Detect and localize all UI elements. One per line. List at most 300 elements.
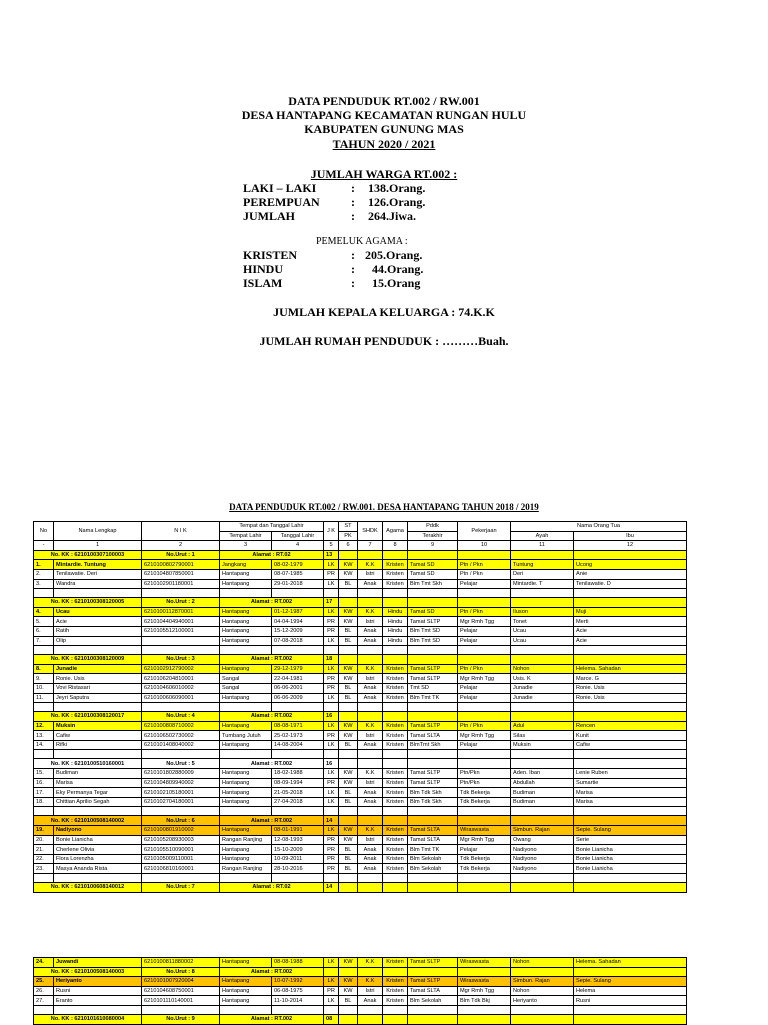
table-row bbox=[34, 835, 687, 845]
cell-no: 11. bbox=[34, 693, 54, 703]
cell-nik: 6210100112870001 bbox=[142, 607, 220, 617]
cell-ibu: Anie bbox=[574, 569, 687, 579]
title-line-4: TAHUN 2020 / 2021 bbox=[332, 137, 436, 151]
cell-stpk: KW bbox=[339, 674, 358, 684]
cell-jk: LK bbox=[324, 769, 339, 779]
cell-pddk: Tamat SLTP bbox=[408, 778, 458, 788]
cell-no: 21. bbox=[34, 845, 54, 855]
cell-pddk: Tamat SD bbox=[408, 607, 458, 617]
cell-no: 22. bbox=[34, 854, 54, 864]
cell-pekerjaan: Mgr Rmh Tgg bbox=[458, 835, 511, 845]
cell-pekerjaan: Ptn / Pkn bbox=[458, 569, 511, 579]
cell-pekerjaan: Mgr Rmh Tgg bbox=[458, 617, 511, 627]
cell-ayah: Junadie bbox=[511, 683, 574, 693]
cell-tempat: Hantapang bbox=[220, 845, 272, 855]
cell-tempat: Sangal bbox=[220, 683, 272, 693]
cell-shdk: Anak bbox=[358, 854, 383, 864]
table-row bbox=[34, 769, 687, 779]
cell-nama: Olip bbox=[54, 636, 142, 646]
cell-stpk: KW bbox=[339, 569, 358, 579]
cell-tanggal: 10-07-1992 bbox=[272, 977, 324, 987]
cell-jk: LK bbox=[324, 996, 339, 1006]
cell-tempat: Hantapang bbox=[220, 958, 272, 968]
kk-alamat: Alamat : RT.002 bbox=[220, 759, 324, 769]
cell-pddk: Tamat SLTP bbox=[408, 617, 458, 627]
cell-agama: Kristen bbox=[383, 740, 408, 750]
cell-ibu: Lenie Ruben bbox=[574, 769, 687, 779]
cell-tempat: Rangan Ranjing bbox=[220, 864, 272, 874]
cell-pddk: Tamat SLTA bbox=[408, 986, 458, 996]
cell-jk: LK bbox=[324, 797, 339, 807]
cell-jk: LK bbox=[324, 607, 339, 617]
kk-urut: No.Urut : 7 bbox=[142, 883, 220, 893]
kk-count: 14 bbox=[324, 883, 339, 893]
cell-stpk: BL bbox=[339, 693, 358, 703]
kk-count: 08 bbox=[324, 1014, 339, 1024]
cell-tanggal: 01-12-1987 bbox=[272, 607, 324, 617]
cell-shdk: Anak bbox=[358, 683, 383, 693]
cell-tanggal: 14-08-2004 bbox=[272, 740, 324, 750]
cell-tanggal: 15-10-2009 bbox=[272, 845, 324, 855]
kk-urut: No.Urut : 9 bbox=[142, 1014, 220, 1024]
cell-stpk: KW bbox=[339, 958, 358, 968]
cell-pekerjaan: Mgr Rmh Tgg bbox=[458, 986, 511, 996]
cell-pddk: Tamat SLTP bbox=[408, 958, 458, 968]
cell-ibu: Bonie Lianicha bbox=[574, 864, 687, 874]
cell-pekerjaan: Wiraswasta bbox=[458, 977, 511, 987]
cell-no: 1. bbox=[34, 560, 54, 570]
cell-no: 4. bbox=[34, 607, 54, 617]
cell-ayah: Abdullah bbox=[511, 778, 574, 788]
cell-tempat: Hantapang bbox=[220, 626, 272, 636]
cell-ibu: Merti bbox=[574, 617, 687, 627]
table-row bbox=[34, 664, 687, 674]
penduduk-table bbox=[33, 521, 687, 893]
cell-tanggal: 08-01-1991 bbox=[272, 826, 324, 836]
cell-ibu: Muji bbox=[574, 607, 687, 617]
cell-stpk: KW bbox=[339, 778, 358, 788]
cell-stpk: KW bbox=[339, 835, 358, 845]
cell-nik: 6210100808710002 bbox=[142, 721, 220, 731]
table-row bbox=[34, 626, 687, 636]
cell-jk: PR bbox=[324, 617, 339, 627]
cell-nama: Bonie Lianicha bbox=[54, 835, 142, 845]
kk-row bbox=[34, 759, 687, 769]
title-line-2: DESA HANTAPANG KECAMATAN RUNGAN HULU bbox=[241, 108, 527, 122]
cell-stpk: KW bbox=[339, 664, 358, 674]
table-row bbox=[34, 958, 687, 968]
cell-tanggal: 27-04-2018 bbox=[272, 797, 324, 807]
spacer-row bbox=[34, 1005, 687, 1014]
cell-stpk: BL bbox=[339, 579, 358, 589]
cell-tempat: Jangkang bbox=[220, 560, 272, 570]
cell-shdk: Istri bbox=[358, 617, 383, 627]
table-row bbox=[34, 636, 687, 646]
cell-nik: 6210104606010002 bbox=[142, 683, 220, 693]
cell-tempat: Hantapang bbox=[220, 854, 272, 864]
cell-pekerjaan: Pelajar bbox=[458, 579, 511, 589]
kk-alamat: Alamat : RT.002 bbox=[220, 655, 324, 665]
cell-stpk: KW bbox=[339, 607, 358, 617]
cell-agama: Kristen bbox=[383, 560, 408, 570]
cell-jk: PR bbox=[324, 569, 339, 579]
cell-agama: Kristen bbox=[383, 693, 408, 703]
title-line-1: DATA PENDUDUK RT.002 / RW.001 bbox=[288, 94, 480, 108]
cell-shdk: Anak bbox=[358, 845, 383, 855]
kk-count bbox=[324, 967, 339, 977]
cell-tanggal: 18-02-1988 bbox=[272, 769, 324, 779]
cell-tempat: Hantapang bbox=[220, 569, 272, 579]
cell-jk: PR bbox=[324, 683, 339, 693]
cell-no: 15. bbox=[34, 769, 54, 779]
cell-tempat: Hantapang bbox=[220, 664, 272, 674]
jumlah-warga-title: JUMLAH WARGA RT.002 : bbox=[310, 167, 458, 181]
cell-ayah: Usis. K bbox=[511, 674, 574, 684]
cell-agama: Kristen bbox=[383, 569, 408, 579]
cell-no: 13. bbox=[34, 731, 54, 741]
cell-nik: 6210100802790001 bbox=[142, 560, 220, 570]
cell-shdk: Anak bbox=[358, 864, 383, 874]
cell-tempat: Hantapang bbox=[220, 693, 272, 703]
cell-pddk: Blm Tmt SD bbox=[408, 626, 458, 636]
cell-stpk: BL bbox=[339, 683, 358, 693]
col-nik: N I K bbox=[142, 522, 220, 541]
cell-tanggal: 12-08-1993 bbox=[272, 835, 324, 845]
cell-jk: PR bbox=[324, 674, 339, 684]
cell-nik: 6210101007920004 bbox=[142, 977, 220, 987]
cell-ayah: Heriyanto bbox=[511, 996, 574, 1006]
cell-pekerjaan: Tdk Bekerja bbox=[458, 788, 511, 798]
table-row bbox=[34, 826, 687, 836]
cell-shdk: K.K bbox=[358, 958, 383, 968]
cell-no: 18. bbox=[34, 797, 54, 807]
table-row bbox=[34, 731, 687, 741]
cell-agama: Kristen bbox=[383, 674, 408, 684]
kk-number: No. KK : 6210100308120009 bbox=[34, 655, 142, 665]
cell-nik bbox=[142, 636, 220, 646]
cell-shdk: Istri bbox=[358, 674, 383, 684]
header-row-1 bbox=[34, 522, 687, 532]
cell-pddk: Blm Sekolah bbox=[408, 854, 458, 864]
cell-ayah: Nadiyono bbox=[511, 845, 574, 855]
col-ortu: Nama Orang Tua bbox=[511, 522, 687, 532]
cell-ayah: Muksin bbox=[511, 740, 574, 750]
cell-agama: Hindu bbox=[383, 607, 408, 617]
cell-nik: 6210104809940002 bbox=[142, 778, 220, 788]
cell-pddk: Tmt SD bbox=[408, 683, 458, 693]
cell-pddk: BlmTmt Skh bbox=[408, 740, 458, 750]
cell-tanggal: 15-12-2009 bbox=[272, 626, 324, 636]
cell-no: 16. bbox=[34, 778, 54, 788]
table-title: DATA PENDUDUK RT.002 / RW.001. DESA HANTAPANG TAHUN 2018 / 2019 bbox=[229, 502, 539, 512]
cell-no: 26. bbox=[34, 986, 54, 996]
cell-nik: 6210102704180001 bbox=[142, 797, 220, 807]
kk-count: 13 bbox=[324, 550, 339, 560]
cell-jk: LK bbox=[324, 740, 339, 750]
cell-no: 7. bbox=[34, 636, 54, 646]
cell-tanggal: 28-10-2016 bbox=[272, 864, 324, 874]
cell-ibu: Ronie. Usis bbox=[574, 683, 687, 693]
cell-pekerjaan: Ptn/Pkn bbox=[458, 769, 511, 779]
cell-tempat: Hantapang bbox=[220, 607, 272, 617]
cell-tempat: Hantapang bbox=[220, 636, 272, 646]
stat-perempuan: PEREMPUAN : 126.Orang. bbox=[243, 195, 426, 209]
cell-ibu: Helema. Sahadan bbox=[574, 664, 687, 674]
cell-pekerjaan: Tdk Bekerja bbox=[458, 854, 511, 864]
kk-alamat: Alamat : RT.002 bbox=[220, 816, 324, 826]
header-row-numbers: - 1 2 3 4 5 6 7 8 9 10 11 12 bbox=[34, 541, 687, 551]
kk-row bbox=[34, 883, 687, 893]
cell-shdk: Istri bbox=[358, 835, 383, 845]
table-row bbox=[34, 788, 687, 798]
col-pddk: Pddk bbox=[408, 522, 458, 532]
kk-count: 16 bbox=[324, 759, 339, 769]
cell-tempat: Hantapang bbox=[220, 986, 272, 996]
cell-tanggal: 08-07-1985 bbox=[272, 569, 324, 579]
table-row bbox=[34, 740, 687, 750]
cell-ayah: Tuntung bbox=[511, 560, 574, 570]
cell-tanggal: 08-08-1988 bbox=[272, 958, 324, 968]
cell-agama: Kristen bbox=[383, 826, 408, 836]
cell-shdk: K.K bbox=[358, 560, 383, 570]
cell-stpk: BL bbox=[339, 797, 358, 807]
cell-nik: 6210102105180001 bbox=[142, 788, 220, 798]
cell-ibu: Ronie. Usis bbox=[574, 693, 687, 703]
cell-agama: Hindu bbox=[383, 626, 408, 636]
cell-pddk: Tamat SD bbox=[408, 560, 458, 570]
cell-stpk: KW bbox=[339, 977, 358, 987]
kk-urut: No.Urut : 6 bbox=[142, 816, 220, 826]
cell-nama: Rifki bbox=[54, 740, 142, 750]
cell-pddk: Blm Sekolah bbox=[408, 996, 458, 1006]
cell-pddk: Blm Tdk Skh bbox=[408, 788, 458, 798]
cell-ibu: Ucong bbox=[574, 560, 687, 570]
cell-tanggal: 04-04-1994 bbox=[272, 617, 324, 627]
cell-nama: Ucau bbox=[54, 607, 142, 617]
kk-number: No. KK : 6210100308120005 bbox=[34, 598, 142, 608]
cell-ayah: Silas bbox=[511, 731, 574, 741]
cell-pekerjaan: Pelajar bbox=[458, 693, 511, 703]
cell-tempat: Hantapang bbox=[220, 740, 272, 750]
spacer-row bbox=[34, 750, 687, 759]
kk-urut: No.Urut : 4 bbox=[142, 712, 220, 722]
kk-number: No. KK : 6210100508140002 bbox=[34, 816, 142, 826]
cell-shdk: Istri bbox=[358, 778, 383, 788]
cell-nama: Tenilawatie. Deri bbox=[54, 569, 142, 579]
cell-nama: Vovi Ristasari bbox=[54, 683, 142, 693]
cell-shdk: Istri bbox=[358, 731, 383, 741]
cell-pekerjaan: Pelajar bbox=[458, 683, 511, 693]
kk-urut: No.Urut : 1 bbox=[142, 550, 220, 560]
cell-ibu: Cafiw bbox=[574, 740, 687, 750]
cell-nama: Juwandi bbox=[54, 958, 142, 968]
cell-pekerjaan: Pelajar bbox=[458, 740, 511, 750]
cell-nik: 6210105009110001 bbox=[142, 854, 220, 864]
cell-no: 5. bbox=[34, 617, 54, 627]
cell-shdk: Anak bbox=[358, 693, 383, 703]
col-nama: Nama Lengkap bbox=[54, 522, 142, 541]
cell-agama: Kristen bbox=[383, 731, 408, 741]
title-line-3: KABUPATEN GUNUNG MAS bbox=[304, 122, 464, 136]
cell-ayah: Nohon bbox=[511, 664, 574, 674]
cell-ayah: Mintardie. T bbox=[511, 579, 574, 589]
cell-tempat: Hantapang bbox=[220, 579, 272, 589]
cell-jk: LK bbox=[324, 788, 339, 798]
cell-jk: PR bbox=[324, 986, 339, 996]
cell-ayah: Nohon bbox=[511, 958, 574, 968]
cell-ibu: Acie bbox=[574, 636, 687, 646]
cell-no: 8. bbox=[34, 664, 54, 674]
table-body bbox=[34, 550, 687, 892]
cell-shdk: Anak bbox=[358, 626, 383, 636]
cell-ayah: Nohon bbox=[511, 986, 574, 996]
cell-nama: Muksin bbox=[54, 721, 142, 731]
cell-ayah: Simbun. Rajan bbox=[511, 977, 574, 987]
cell-pddk: Tamat SLTA bbox=[408, 835, 458, 845]
cell-nama: Heriyanto bbox=[54, 977, 142, 987]
cell-ibu: Serie bbox=[574, 835, 687, 845]
cell-stpk: BL bbox=[339, 636, 358, 646]
cell-ayah: Budiman bbox=[511, 797, 574, 807]
cell-no: 25. bbox=[34, 977, 54, 987]
kk-count: 16 bbox=[324, 712, 339, 722]
cell-shdk: K.K bbox=[358, 607, 383, 617]
cell-pddk: Tamat SLTP bbox=[408, 977, 458, 987]
cell-shdk: Anak bbox=[358, 579, 383, 589]
cell-no: 24. bbox=[34, 958, 54, 968]
cell-nama: Ronie. Usis bbox=[54, 674, 142, 684]
kk-row bbox=[34, 550, 687, 560]
col-st: ST bbox=[339, 522, 358, 532]
kk-count: 18 bbox=[324, 655, 339, 665]
cell-tanggal: 08-09-1994 bbox=[272, 778, 324, 788]
kk-number: No. KK : 6210100608140012 bbox=[34, 883, 142, 893]
cell-ayah: Tonet bbox=[511, 617, 574, 627]
spacer-row bbox=[34, 874, 687, 883]
cell-pekerjaan: Ptn / Pkn bbox=[458, 560, 511, 570]
cell-nik: 6210106810160001 bbox=[142, 864, 220, 874]
cell-pekerjaan: Mgr Rmh Tgg bbox=[458, 731, 511, 741]
cell-agama: Kristen bbox=[383, 579, 408, 589]
cell-nik: 6210102912790002 bbox=[142, 664, 220, 674]
cell-agama: Kristen bbox=[383, 664, 408, 674]
cell-pddk: Blm Tdk Skh bbox=[408, 797, 458, 807]
cell-tanggal: 08-02-1979 bbox=[272, 560, 324, 570]
cell-nama: Nadiyono bbox=[54, 826, 142, 836]
cell-ibu: Rusni bbox=[574, 996, 687, 1006]
table-row bbox=[34, 977, 687, 987]
cell-stpk: BL bbox=[339, 854, 358, 864]
kk-urut: No.Urut : 8 bbox=[142, 967, 220, 977]
spacer-row bbox=[34, 807, 687, 816]
table-row bbox=[34, 560, 687, 570]
kk-row bbox=[34, 816, 687, 826]
table-body-continued bbox=[34, 958, 687, 1025]
cell-jk: LK bbox=[324, 958, 339, 968]
cell-jk: LK bbox=[324, 636, 339, 646]
cell-agama: Kristen bbox=[383, 958, 408, 968]
cell-ibu: Helema. Sahadan bbox=[574, 958, 687, 968]
cell-shdk: Istri bbox=[358, 986, 383, 996]
cell-nik: 6210104608750001 bbox=[142, 986, 220, 996]
spacer-row bbox=[34, 703, 687, 712]
cell-stpk: KW bbox=[339, 617, 358, 627]
table-row bbox=[34, 693, 687, 703]
cell-pekerjaan: Ptn/Pkn bbox=[458, 778, 511, 788]
cell-tempat: Hantapang bbox=[220, 996, 272, 1006]
cell-agama: Kristen bbox=[383, 977, 408, 987]
cell-ibu: Bonie Lianicha bbox=[574, 845, 687, 855]
cell-nik: 6210105208930003 bbox=[142, 835, 220, 845]
cell-tanggal: 10-09-2011 bbox=[272, 854, 324, 864]
cell-tempat: Hantapang bbox=[220, 778, 272, 788]
cell-ayah: Owang bbox=[511, 835, 574, 845]
cell-stpk: KW bbox=[339, 826, 358, 836]
jumlah-rumah: JUMLAH RUMAH PENDUDUK : ………Buah. bbox=[259, 334, 509, 348]
cell-no: 9. bbox=[34, 674, 54, 684]
cell-agama: Kristen bbox=[383, 835, 408, 845]
table-row bbox=[34, 797, 687, 807]
cell-ayah: Iluson bbox=[511, 607, 574, 617]
table-row bbox=[34, 683, 687, 693]
cell-nik: 6210100606090001 bbox=[142, 693, 220, 703]
cell-shdk: K.K bbox=[358, 826, 383, 836]
cell-nama: Marisa bbox=[54, 778, 142, 788]
cell-jk: PR bbox=[324, 854, 339, 864]
cell-agama: Kristen bbox=[383, 996, 408, 1006]
cell-stpk: KW bbox=[339, 560, 358, 570]
cell-nama: Chittian Aprilio Segah bbox=[54, 797, 142, 807]
kk-alamat: Alamat : RT.002 bbox=[220, 1014, 324, 1024]
cell-no: 20. bbox=[34, 835, 54, 845]
cell-no: 27. bbox=[34, 996, 54, 1006]
cell-agama: Kristen bbox=[383, 864, 408, 874]
cell-pddk: Tamat SLTA bbox=[408, 826, 458, 836]
cell-no: 12. bbox=[34, 721, 54, 731]
cell-nik: 6210106502730002 bbox=[142, 731, 220, 741]
cell-pekerjaan: Blm Tdk Bkj bbox=[458, 996, 511, 1006]
cell-tempat: Sangal bbox=[220, 674, 272, 684]
cell-jk: LK bbox=[324, 664, 339, 674]
cell-stpk: BL bbox=[339, 845, 358, 855]
cell-nama: Eranto bbox=[54, 996, 142, 1006]
stat-laki: LAKI – LAKI : 138.Orang. bbox=[243, 181, 426, 195]
cell-tempat: Hantapang bbox=[220, 769, 272, 779]
cell-jk: PR bbox=[324, 835, 339, 845]
cell-nama: Cafiw bbox=[54, 731, 142, 741]
pemeluk-agama-title: PEMELUK AGAMA : bbox=[316, 236, 408, 247]
cell-tanggal: 25-02-1973 bbox=[272, 731, 324, 741]
stat-kristen: KRISTEN : 205.Orang. bbox=[243, 248, 423, 262]
cell-pddk: Tamat SD bbox=[408, 569, 458, 579]
cell-nama: Ratih bbox=[54, 626, 142, 636]
cell-no: 3. bbox=[34, 579, 54, 589]
table-row bbox=[34, 854, 687, 864]
cell-pekerjaan: Pelajar bbox=[458, 845, 511, 855]
cell-ibu: Marisa bbox=[574, 788, 687, 798]
penduduk-table-continued bbox=[33, 957, 687, 1025]
cell-nama: Flora Lorenzha bbox=[54, 854, 142, 864]
kk-row bbox=[34, 967, 687, 977]
cell-agama: Kristen bbox=[383, 854, 408, 864]
kk-row bbox=[34, 598, 687, 608]
cell-stpk: KW bbox=[339, 769, 358, 779]
kk-alamat: Alamat : RT.02 bbox=[220, 550, 324, 560]
cell-jk: LK bbox=[324, 721, 339, 731]
stat-hindu: HINDU : 44.Orang. bbox=[243, 262, 424, 276]
cell-ayah: Ucau bbox=[511, 636, 574, 646]
cell-no: 6. bbox=[34, 626, 54, 636]
